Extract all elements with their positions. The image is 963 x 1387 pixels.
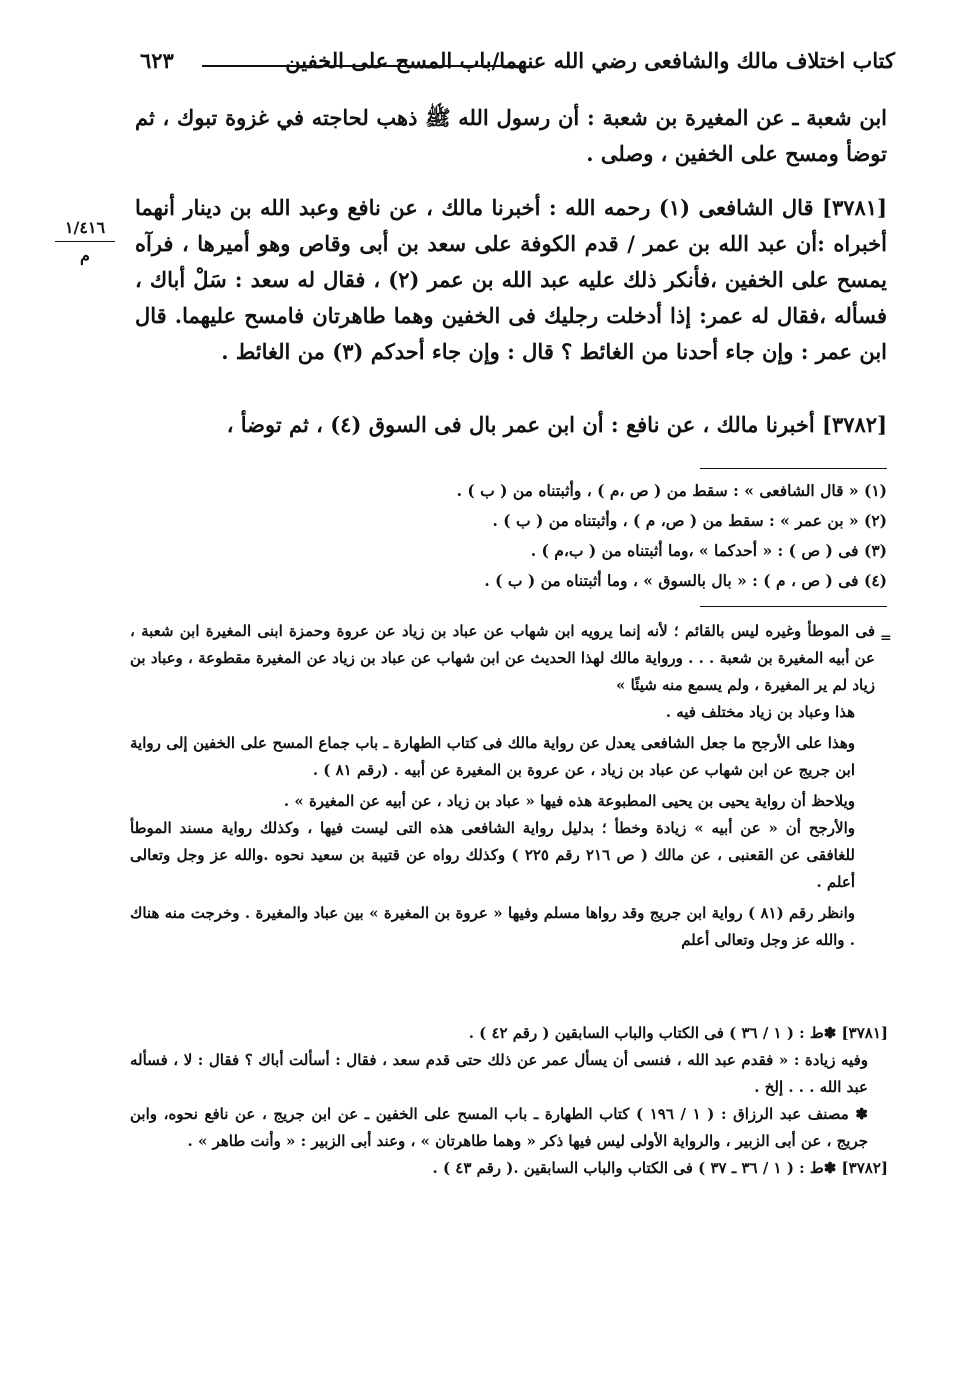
main-text-block-2 <box>135 190 887 370</box>
note-paragraph: فى الموطأ وغيره ليس بالقائم ؛ لأنه إنما يرويه ابن شهاب عن عباد بن زياد عن عروة وحمزة ابنى المغيرة ابن شعبة ، عن أبيه المغيرة بن شعبة . . . ورواية مالك لهذا الحديث عن ابن شهاب عن عباد بن زياد عن المغيرة مقطوعة ، وعباد بن زياد لم ير المغيرة ، ولم يسمع منه شيئًا » <box>130 622 875 694</box>
editor-notes <box>130 618 875 954</box>
page-number: ٦٢٣ <box>140 48 174 73</box>
hadith-sources <box>130 1020 888 1182</box>
note-paragraph: والأرجح أن « عن أبيه » زيادة وخطأ ؛ بدليل رواية الشافعى هذه التى ليست فيها ، وكذلك رواية مسند الموطأ للغافقى عن القعنبى ، عن مالك ( ص ٢١٦ رقم ٢٢٥ ) وكذلك رواه عن قتيبة بن سعيد نحوه .والله عز وجل وتعالى أعلم . <box>130 819 855 891</box>
source-line: ✽ مصنف عبد الرزاق : ( ١ / ١٩٦ ) كتاب الطهارة ـ باب المسح على الخفين ـ عن ابن جريج ، عن نافع نحوه، وابن جريج ، عن أبى الزبير ، والرواية الأولى ليس فيها ذكر « وهما طاهرتان » ، وعند أبى الزبير : « وأنت طاهر » . <box>130 1105 868 1150</box>
note-paragraph: وهذا على الأرجح ما جعل الشافعى يعدل عن رواية مالك فى كتاب الطهارة ـ باب جماع المسح على الخفين إلى رواية ابن جريج عن ابن شهاب عن عباد بن زياد ، عن عروة بن المغيرة عن أبيه . (رقم ٨١ ) . <box>130 734 855 779</box>
source-line: [٣٧٨١] ✽ط : ( ١ / ٣٦ ) فى الكتاب والباب السابقين ( رقم ٤٢ ) . <box>468 1024 888 1042</box>
running-title: كتاب اختلاف مالك والشافعى رضي الله عنهما/باب المسح على الخفين <box>285 48 895 73</box>
continuation-mark: = <box>880 630 892 646</box>
header-rule <box>202 65 525 67</box>
main-text-block-1 <box>135 100 887 172</box>
note-paragraph: وانظر رقم (٨١ ) رواية ابن جريج وقد رواها مسلم وفيها « عروة بن المغيرة » بين عباد والمغيرة . وخرجت منه هناك . والله عز وجل وتعالى أعلم <box>130 904 855 949</box>
note-paragraph: هذا وعباد بن زياد مختلف فيه . <box>665 703 855 721</box>
main-text-block-3 <box>135 407 887 443</box>
footnote: (٤) فى ( ص ، م ) : « بال بالسوق » ، وما أثبتناه من ( ب ) . <box>484 571 887 590</box>
margin-note-top: ١/٤١٦ <box>55 218 115 242</box>
margin-note-bottom: م <box>80 246 90 265</box>
notes-separator <box>700 606 887 607</box>
main-paragraph: [٣٧٨١] قال الشافعى (١) رحمه الله : أخبرنا مالك ، عن نافع وعبد الله بن دينار أنهما أخبراه :أن عبد الله بن عمر / قدم الكوفة على سعد بن أبى وقاص وهو أميرها ، فرآه يمسح على الخفين ،فأنكر ذلك عليه عبد الله بن عمر (٢) ، فقال له سعد : سَلْ أباك ، فسأله ،فقال له عمر: إذا أدخلت رجليك فى الخفين وهما طاهرتان فامسح عليهما. قال ابن عمر : وإن جاء أحدنا من الغائط ؟ قال : وإن جاء أحدكم (٣) من الغائط . <box>135 195 888 364</box>
footnote: (٢) « بن عمر » : سقط من ( ص، م ) ، وأثبتناه من ( ب ) . <box>492 511 887 530</box>
footnote-separator <box>700 468 887 469</box>
page-header <box>140 48 895 80</box>
footnotes <box>150 476 887 596</box>
main-paragraph: ابن شعبة ـ عن المغيرة بن شعبة : أن رسول الله ﷺ ذهب لحاجته في غزوة تبوك ، ثم توضأ ومسح على الخفين ، وصلى . <box>135 105 887 166</box>
footnote: (٣) فى ( ص ) : « أحدكما » ،وما أثبتناه من ( ب،م ) . <box>530 541 887 560</box>
source-line: [٣٧٨٢] ✽ط : ( ١ / ٣٦ ـ ٣٧ ) فى الكتاب والباب السابقين .( رقم ٤٣ ) . <box>432 1159 888 1177</box>
margin-reference <box>55 218 115 265</box>
main-paragraph: [٣٧٨٢] أخبرنا مالك ، عن نافع : أن ابن عمر بال فى السوق (٤) ، ثم توضأ ، <box>226 412 887 437</box>
source-line: وفيه زيادة : « فقدم عبد الله ، فنسى أن يسأل عمر عن ذلك حتى قدم سعد ، فقال : أسألت أباك ؟ فقال : لا ، فسأله عبد الله . . . إلخ . <box>130 1051 868 1096</box>
note-paragraph: ويلاحظ أن رواية يحيى بن يحيى المطبوعة هذه فيها « عباد بن زياد ، عن أبيه عن المغيرة » . <box>283 792 855 810</box>
footnote: (١) « قال الشافعى » : سقط من ( ص ،م ) ، وأثبتناه من ( ب ) . <box>456 481 887 500</box>
